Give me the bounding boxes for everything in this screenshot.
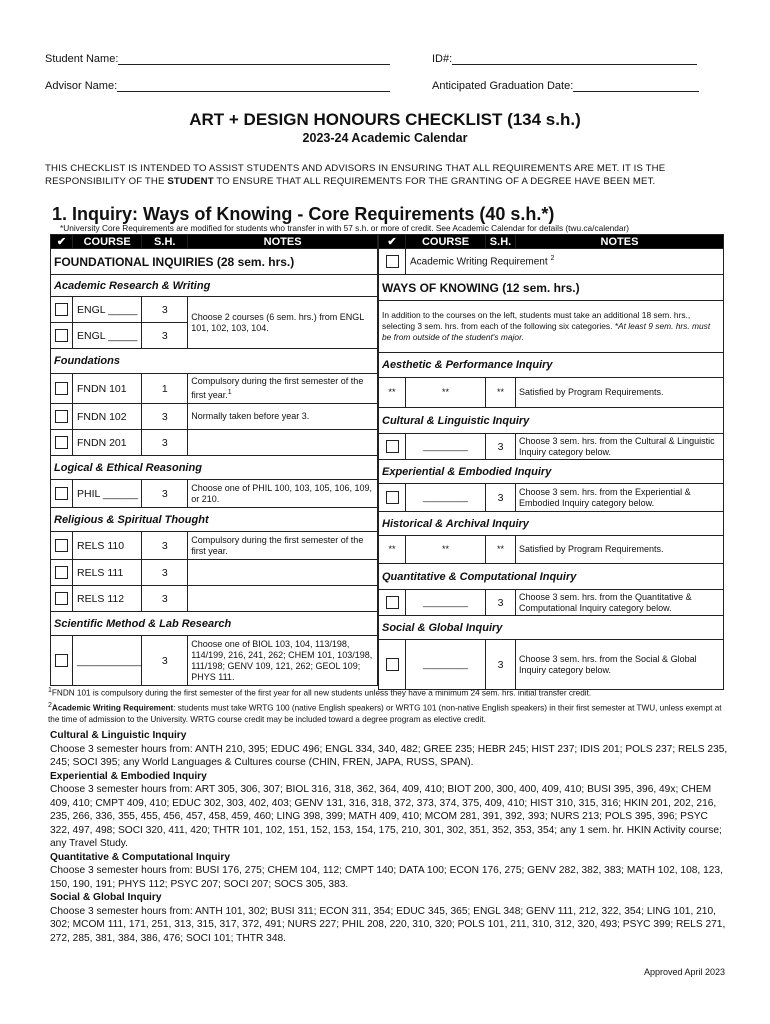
advisor-name-field[interactable] — [45, 79, 390, 92]
graduation-label: Anticipated Graduation Date: — [432, 80, 574, 92]
intro-bold: STUDENT — [167, 176, 214, 187]
rels110-sh: 3 — [142, 532, 188, 560]
sh-header-right: S.H. — [486, 235, 516, 249]
aesthetic-note: Satisfied by Program Requirements. — [516, 378, 724, 408]
footnote-1-text: FNDN 101 is compulsory during the first semester of the first year for all new students unless they have a minimum 24 sem. hrs. initial transfer credit. — [51, 688, 592, 698]
advisor-name-label: Advisor Name: — [45, 80, 118, 92]
science-course[interactable]: ___________ — [73, 636, 142, 686]
fndn101-note: Compulsory during the first semester of the first year.$^1$ — [188, 374, 378, 404]
scientific-heading: Scientific Method & Lab Research — [51, 612, 378, 636]
id-line[interactable] — [452, 52, 697, 65]
cultural-course[interactable]: _________ — [406, 434, 486, 460]
cultural-note: Choose 3 sem. hrs. from the Cultural & Linguistic Inquiry category below. — [516, 434, 724, 460]
rels110-checkbox[interactable] — [55, 539, 68, 552]
experiential-course[interactable]: _________ — [406, 484, 486, 512]
ways-note — [379, 301, 724, 353]
footnote-2-text: : students must take WRTG 100 (native English speakers) or WRTG 101 (non-native English speakers) in their first semester at TWU, unless exempt at the time of admission to the University. WRTG course credit may be included toward a degree program as elective credit. — [48, 703, 722, 725]
social-checkbox[interactable] — [386, 658, 399, 671]
intro-part2: TO ENSURE THAT ALL REQUIREMENTS FOR THE GRANTING OF A DEGREE HAVE BEEN MET. — [213, 176, 656, 187]
quantitative-heading: Quantitative & Computational Inquiry — [379, 564, 724, 590]
student-name-label: Student Name: — [45, 53, 119, 65]
quantitative-sh: 3 — [486, 590, 516, 616]
rels110-course: RELS 110 — [73, 532, 142, 560]
writing-checkbox[interactable] — [386, 255, 399, 268]
graduation-line[interactable] — [573, 79, 699, 92]
historical-note: Satisfied by Program Requirements. — [516, 536, 724, 564]
sh-header: S.H. — [142, 235, 188, 249]
list-text-experiential: Choose 3 semester hours from: ART 305, 306, 307; BIOL 316, 318, 362, 364, 409, 410; BIOT 200, 300, 400, 409, 410; BUSI 395, 396, 49x; CHEM 409, 410; CMPT 409, 410; EDUC 302, 303, 402, 403; GENV 131, 316, 318, 372, 373, 374, 375, 409, 410; HIST 310, 315, 316; HKIN 201, 202, 216, 235, 266, 336, 355, 455, 456, 457, 458, 459, 460; LING 398, 399; MATH 409, 410; MCOM 281, 391, 392, 393; NURS 213; POLS 395, 396; PSYC 322, 497, 498; SOCI 320, 411, 420; THTR 101, 102, 151, 152, 153, 154, 175, 210, 301, 302, 351, 352, 353, 354; any 1 sem. hr. HKIN Activity course; any Travel Study. — [50, 784, 722, 849]
engl-note: Choose 2 courses (6 sem. hrs.) from ENGL 101, 102, 103, 104. — [188, 297, 378, 349]
engl1-checkbox[interactable] — [55, 303, 68, 316]
ways-note-italic: *At least 9 sem. hrs. must be from outside of the student's major. — [382, 321, 711, 342]
fndn102-note: Normally taken before year 3. — [188, 404, 378, 430]
fndn201-sh: 3 — [142, 430, 188, 456]
fndn101-note-text: Compulsory during the first semester of the first year. — [191, 376, 364, 400]
course-header-right: COURSE — [406, 235, 486, 249]
historical-sh: ** — [486, 536, 516, 564]
rels110-note: Compulsory during the first semester of the first year. — [188, 532, 378, 560]
fndn201-note — [188, 430, 378, 456]
list-heading-quantitative: Quantitative & Computational Inquiry — [50, 851, 230, 863]
student-name-line[interactable] — [118, 52, 390, 65]
quantitative-checkbox[interactable] — [386, 596, 399, 609]
rels111-course: RELS 111 — [73, 560, 142, 586]
fndn201-checkbox[interactable] — [55, 436, 68, 449]
historical-check: ** — [379, 536, 406, 564]
phil-note: Choose one of PHIL 100, 103, 105, 106, 109, or 210. — [188, 480, 378, 508]
list-text-social: Choose 3 semester hours from: ANTH 101, 302; BUSI 311; ECON 311, 354; EDUC 345, 365; ENGL 348; GENV 111, 212, 322, 354; LING 101, 210, 302; MCOM 111, 171, 251, 313, 315, 317, 372, 491; NURS 227; PHIL 208, 220, 310, 320; POLS 101, 211, 310, 312, 320, 493; PSYC 399; RELS 271, 272, 285, 381, 384, 386, 476; SOCI 101; THTR 348. — [50, 905, 726, 944]
ways-heading: WAYS OF KNOWING (12 sem. hrs.) — [379, 275, 724, 301]
id-label: ID#: — [432, 53, 453, 65]
logical-heading: Logical & Ethical Reasoning — [51, 456, 378, 480]
social-sh: 3 — [486, 640, 516, 690]
list-heading-experiential: Experiential & Embodied Inquiry — [50, 770, 207, 782]
social-note: Choose 3 sem. hrs. from the Social & Global Inquiry category below. — [516, 640, 724, 690]
category-lists — [50, 729, 730, 945]
id-field[interactable] — [432, 52, 697, 65]
ways-note-text: In addition to the courses on the left, students must take an additional 18 sem. hrs., selecting 3 sem. hrs. from each of the following six categories. — [382, 310, 691, 331]
rels111-note — [188, 560, 378, 586]
religious-heading: Religious & Spiritual Thought — [51, 508, 378, 532]
fndn201-course: FNDN 201 — [73, 430, 142, 456]
aesthetic-check: ** — [379, 378, 406, 408]
quantitative-note: Choose 3 sem. hrs. from the Quantitative & Computational Inquiry category below. — [516, 590, 724, 616]
footnote-2-bold: Academic Writing Requirement — [51, 703, 174, 713]
social-course[interactable]: _________ — [406, 640, 486, 690]
list-heading-cultural: Cultural & Linguistic Inquiry — [50, 730, 187, 741]
cultural-sh: 3 — [486, 434, 516, 460]
fndn101-sh: 1 — [142, 374, 188, 404]
list-text-cultural: Choose 3 semester hours from: ANTH 210, 395; EDUC 496; ENGL 334, 340, 482; GREE 235; HEBR 245; HIST 237; IDIS 201; POLS 237; RELS 235, 245; SOCI 395; any World Languages & Cultures course (CHIN, FREN, JAPA, RUSS, SPAN). — [50, 743, 728, 768]
experiential-checkbox[interactable] — [386, 491, 399, 504]
course-header: COURSE — [73, 235, 142, 249]
aesthetic-heading: Aesthetic & Performance Inquiry — [379, 353, 724, 378]
phil-checkbox[interactable] — [55, 487, 68, 500]
check-header: ✔ — [51, 235, 73, 249]
aesthetic-sh: ** — [486, 378, 516, 408]
right-header-row — [379, 235, 724, 249]
rels112-note — [188, 586, 378, 612]
science-checkbox[interactable] — [55, 654, 68, 667]
page-subtitle: 2023-24 Academic Calendar — [302, 131, 468, 145]
writing-req-text: Academic Writing Requirement — [410, 256, 548, 268]
experiential-sh: 3 — [486, 484, 516, 512]
cultural-checkbox[interactable] — [386, 440, 399, 453]
fndn102-sh: 3 — [142, 404, 188, 430]
engl1-sh: 3 — [142, 297, 188, 323]
experiential-heading: Experiential & Embodied Inquiry — [379, 460, 724, 484]
fndn102-course: FNDN 102 — [73, 404, 142, 430]
engl2-checkbox[interactable] — [55, 329, 68, 342]
fndn102-checkbox[interactable] — [55, 410, 68, 423]
rels112-sh: 3 — [142, 586, 188, 612]
footnote-2: $^2$Academic Writing Requirement: students must take WRTG 100 (native English speakers) or WRTG 101 (non-native English speakers) in their first semester at TWU, unless exempt at the time of admission to the University. WRTG course credit may be included toward a degree program as elective credit. — [48, 701, 722, 725]
left-table — [50, 234, 378, 686]
science-sh: 3 — [142, 636, 188, 686]
engl2-sh: 3 — [142, 323, 188, 349]
footnote-1: $^1$FNDN 101 is compulsory during the first semester of the first year for all new students unless they have a minimum 24 sem. hrs. initial transfer credit. — [48, 687, 592, 698]
list-text-quantitative: Choose 3 semester hours from: BUSI 176, 275; CHEM 104, 112; CMPT 140; DATA 100; ECON 176, 275; GENV 282, 382, 383; MATH 102, 108, 123, 150, 190, 191; PHYS 112; PSYC 207; SOCI 207; SOCS 305, 383. — [50, 865, 723, 890]
rels111-sh: 3 — [142, 560, 188, 586]
notes-header-right: NOTES — [516, 235, 724, 249]
engl1-course[interactable]: ENGL _____ — [73, 297, 142, 323]
section-heading: 1. Inquiry: Ways of Knowing - Core Requirements (40 s.h.*) — [52, 204, 555, 224]
experiential-note: Choose 3 sem. hrs. from the Experiential & Embodied Inquiry category below. — [516, 484, 724, 512]
fndn101-checkbox[interactable] — [55, 382, 68, 395]
student-name-field[interactable] — [45, 52, 390, 65]
advisor-name-line[interactable] — [117, 79, 390, 92]
engl2-course[interactable]: ENGL _____ — [73, 323, 142, 349]
section-note: *University Core Requirements are modified for students who transfer in with 57 s.h. or more of credit. See Academic Calendar for details (twu.ca/calendar) — [60, 223, 630, 233]
approved-date: Approved April 2023 — [643, 967, 725, 977]
rels112-course: RELS 112 — [73, 586, 142, 612]
intro-text — [45, 162, 725, 188]
quantitative-course[interactable]: _________ — [406, 590, 486, 616]
rels111-checkbox[interactable] — [55, 566, 68, 579]
historical-heading: Historical & Archival Inquiry — [379, 512, 724, 536]
right-table — [378, 234, 724, 690]
foundational-heading: FOUNDATIONAL INQUIRIES (28 sem. hrs.) — [51, 249, 378, 275]
intro-part1: THIS CHECKLIST IS INTENDED TO ASSIST STUDENTS AND ADVISORS IN ENSURING THAT ALL REQUIREMENTS ARE MET. IT IS THE RESPONSIBILITY OF THE — [45, 163, 666, 187]
check-header-right: ✔ — [379, 235, 406, 249]
phil-sh: 3 — [142, 480, 188, 508]
graduation-field[interactable] — [432, 79, 699, 92]
science-note: Choose one of BIOL 103, 104, 113/198, 114/199, 216, 241, 262; CHEM 101, 103/198, 111/198; GENV 109, 121, 262; GEOL 109; PHYS 111. — [188, 636, 378, 686]
historical-course: ** — [406, 536, 486, 564]
cultural-heading: Cultural & Linguistic Inquiry — [379, 408, 724, 434]
foundations-heading: Foundations — [51, 349, 378, 374]
notes-header: NOTES — [188, 235, 378, 249]
fndn101-course: FNDN 101 — [73, 374, 142, 404]
left-header-row — [51, 235, 378, 249]
phil-course[interactable]: PHIL ______ — [73, 480, 142, 508]
writing-req: Academic Writing Requirement $^2$ — [406, 249, 724, 275]
list-heading-social: Social & Global Inquiry — [50, 892, 162, 903]
footnotes — [48, 685, 728, 726]
academic-research-heading: Academic Research & Writing — [51, 275, 378, 297]
rels112-checkbox[interactable] — [55, 592, 68, 605]
page-title: ART + DESIGN HONOURS CHECKLIST (134 s.h.) — [189, 110, 581, 129]
aesthetic-course: ** — [406, 378, 486, 408]
social-heading: Social & Global Inquiry — [379, 616, 724, 640]
